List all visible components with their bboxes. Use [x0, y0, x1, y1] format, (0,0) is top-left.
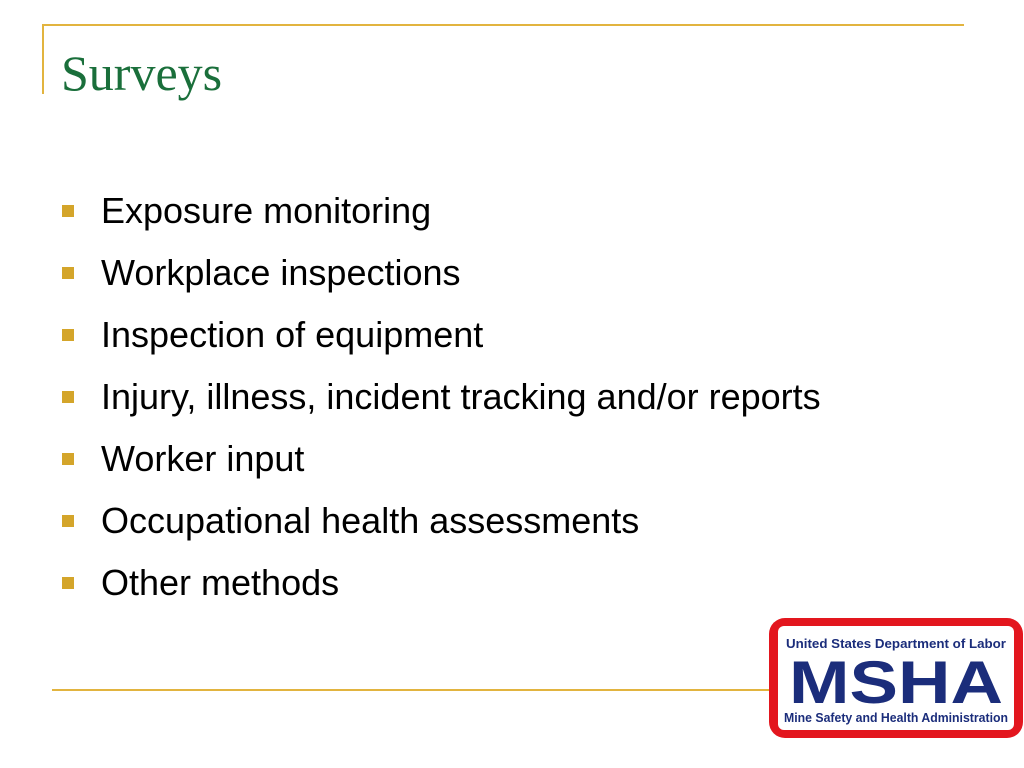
bullet-text: Workplace inspections: [101, 252, 461, 293]
bullet-text: Other methods: [101, 562, 340, 603]
bullet-item: [62, 490, 821, 552]
bullet-list: [62, 180, 821, 614]
bullet-text: Occupational health assessments: [101, 500, 640, 541]
square-bullet-icon: [62, 577, 74, 589]
left-rule: [42, 24, 44, 94]
bullet-text: Injury, illness, incident tracking and/or reports: [101, 376, 821, 417]
bullet-item: [62, 366, 821, 428]
slide-title: Surveys: [61, 45, 223, 101]
logo-top-line: United States Department of Labor: [786, 636, 1006, 651]
square-bullet-icon: [62, 329, 74, 341]
square-bullet-icon: [62, 453, 74, 465]
bullet-item: [62, 552, 821, 614]
msha-logo-graphic: [768, 617, 1024, 739]
square-bullet-icon: [62, 515, 74, 527]
square-bullet-icon: [62, 267, 74, 279]
top-rule: [42, 24, 964, 26]
bullet-text: Worker input: [101, 438, 305, 479]
bullet-text: Exposure monitoring: [101, 190, 432, 231]
logo-bottom-line: Mine Safety and Health Administration: [784, 711, 1008, 725]
bottom-rule: [52, 689, 772, 691]
square-bullet-icon: [62, 391, 74, 403]
bullet-item: [62, 428, 821, 490]
msha-logo: [768, 617, 1024, 739]
bullet-text: Inspection of equipment: [101, 314, 484, 355]
bullet-item: [62, 304, 821, 366]
logo-acronym: MSHA: [789, 649, 1003, 716]
bullet-item: [62, 180, 821, 242]
bullet-item: [62, 242, 821, 304]
square-bullet-icon: [62, 205, 74, 217]
